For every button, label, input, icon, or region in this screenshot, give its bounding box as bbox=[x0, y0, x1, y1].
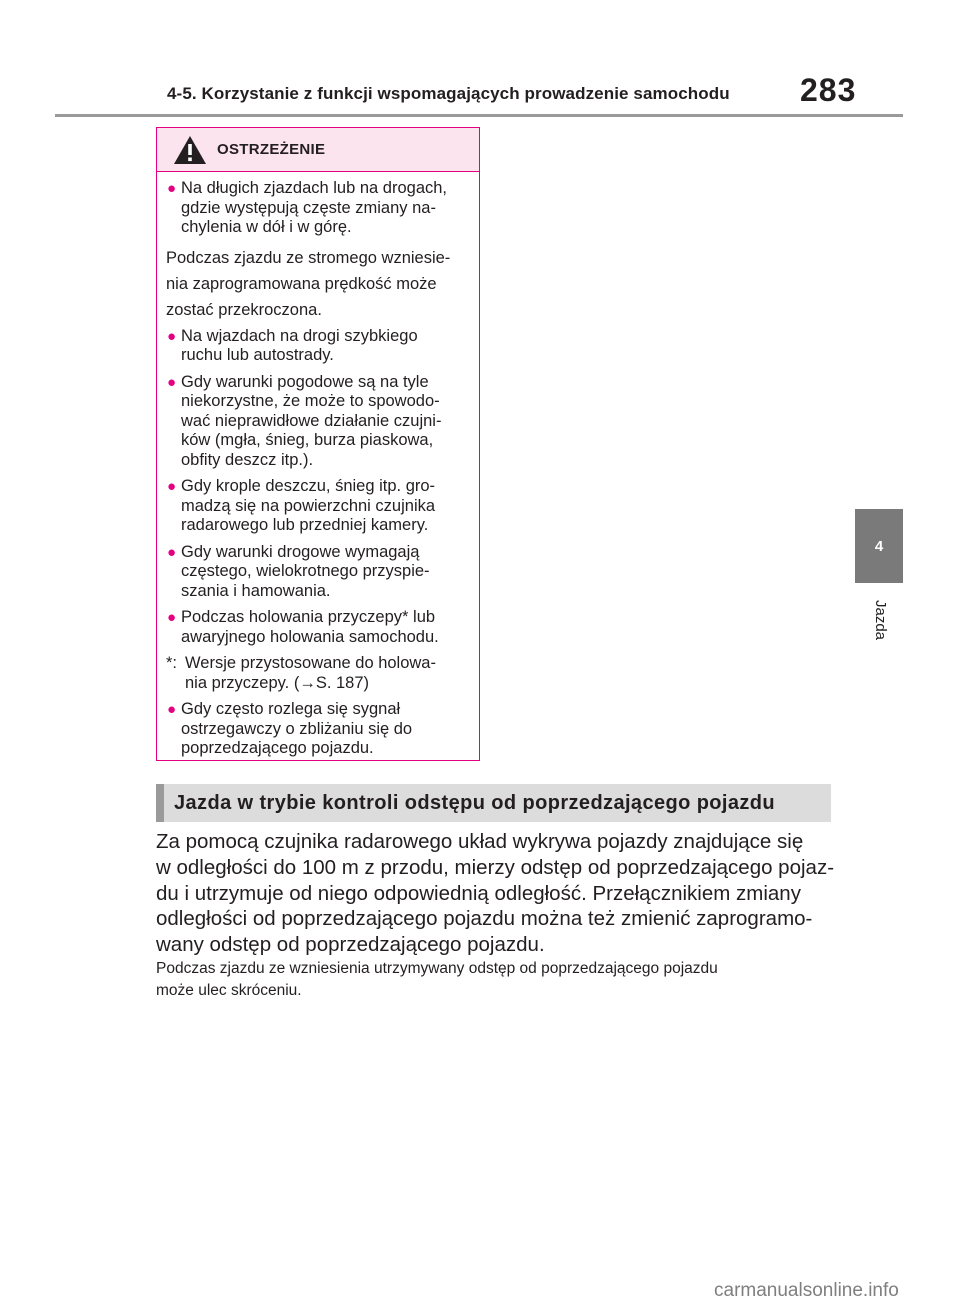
warning-body bbox=[157, 172, 479, 759]
warning-item bbox=[166, 608, 470, 647]
warning-item-text: Na wjazdach na drogi szybkiego ruchu lub autostrady. bbox=[181, 326, 418, 364]
warning-item bbox=[166, 700, 470, 759]
warning-item-text: Gdy krople deszczu, śnieg itp. gro- madzą się na powierzchni czujnika radarowego lub przedniej kamery. bbox=[181, 477, 436, 534]
bullet-icon: ● bbox=[167, 701, 177, 718]
warning-item-text: Podczas holowania przyczepy* lub awaryjnego holowania samochodu. bbox=[181, 608, 439, 646]
header-divider bbox=[55, 114, 903, 117]
warning-triangle-icon bbox=[173, 135, 207, 165]
warning-item-text: Gdy często rozlega się sygnał ostrzegawczy o zbliżaniu się do poprzedzającego pojazdu. bbox=[181, 700, 413, 757]
warning-item-text: Gdy warunki pogodowe są na tyle niekorzystne, że może to spowodo- wać nieprawidłowe działanie czujni- ków (mgła, śnieg, burza piaskowa, obfity deszcz itp.). bbox=[181, 372, 442, 469]
section-title: 4-5. Korzystanie z funkcji wspomagających prowadzenie samochodu bbox=[167, 84, 730, 103]
bullet-icon: ● bbox=[167, 373, 177, 391]
bullet-icon: ● bbox=[167, 609, 177, 626]
warning-item bbox=[166, 373, 470, 471]
warning-title: OSTRZEŻENIE bbox=[217, 141, 326, 158]
footnote-mark: *: bbox=[166, 654, 178, 672]
bullet-icon: ● bbox=[167, 180, 177, 197]
chapter-name: Jazda bbox=[872, 599, 889, 641]
bullet-icon: ● bbox=[167, 478, 177, 495]
warning-item bbox=[166, 477, 470, 536]
warning-item-text: Na długich zjazdach lub na drogach, gdzie występują częste zmiany na- chylenia w dół i w górę. bbox=[181, 179, 448, 236]
body-text: Za pomocą czujnika radarowego układ wykrywa pojazdy znajdujące się w odległości do 100 m z przodu, mierzy odstęp od poprzedzającego pojaz- du i utrzymuje od niego odpowiednią odległość. Przełącznikiem zmiany odległości od poprzedzającego pojazdu można też zmienić zaprogramo- wany odstęp od poprzedzającego pojazdu. bbox=[156, 830, 835, 957]
bullet-icon: ● bbox=[167, 327, 177, 345]
section-heading: Jazda w trybie kontroli odstępu od poprzedzającego pojazdu bbox=[156, 784, 831, 822]
warning-header bbox=[157, 128, 479, 172]
warning-footnote bbox=[166, 654, 470, 693]
warning-item-text: Gdy warunki drogowe wymagają częstego, wielokrotnego przyspie- szania i hamowania. bbox=[181, 542, 430, 600]
chapter-tab[interactable] bbox=[855, 509, 903, 583]
note-text: Podczas zjazdu ze wzniesienia utrzymywany odstęp od poprzedzającego pojazdu może ulec skróceniu. bbox=[156, 960, 718, 999]
footnote-text: Wersje przystosowane do holowa- nia przyczepy. (→S. 187) bbox=[185, 654, 436, 692]
watermark-text: carmanualsonline.info bbox=[714, 1280, 899, 1301]
chapter-number: 4 bbox=[874, 537, 884, 555]
warning-item bbox=[166, 327, 470, 366]
warning-paragraph: Podczas zjazdu ze stromego wzniesie- nia zaprogramowana prędkość może zostać przekroczona. bbox=[166, 248, 451, 319]
page-number: 283 bbox=[800, 72, 857, 108]
warning-item bbox=[166, 543, 470, 602]
bullet-icon: ● bbox=[167, 543, 177, 561]
warning-box bbox=[156, 127, 480, 761]
warning-item bbox=[166, 179, 470, 238]
